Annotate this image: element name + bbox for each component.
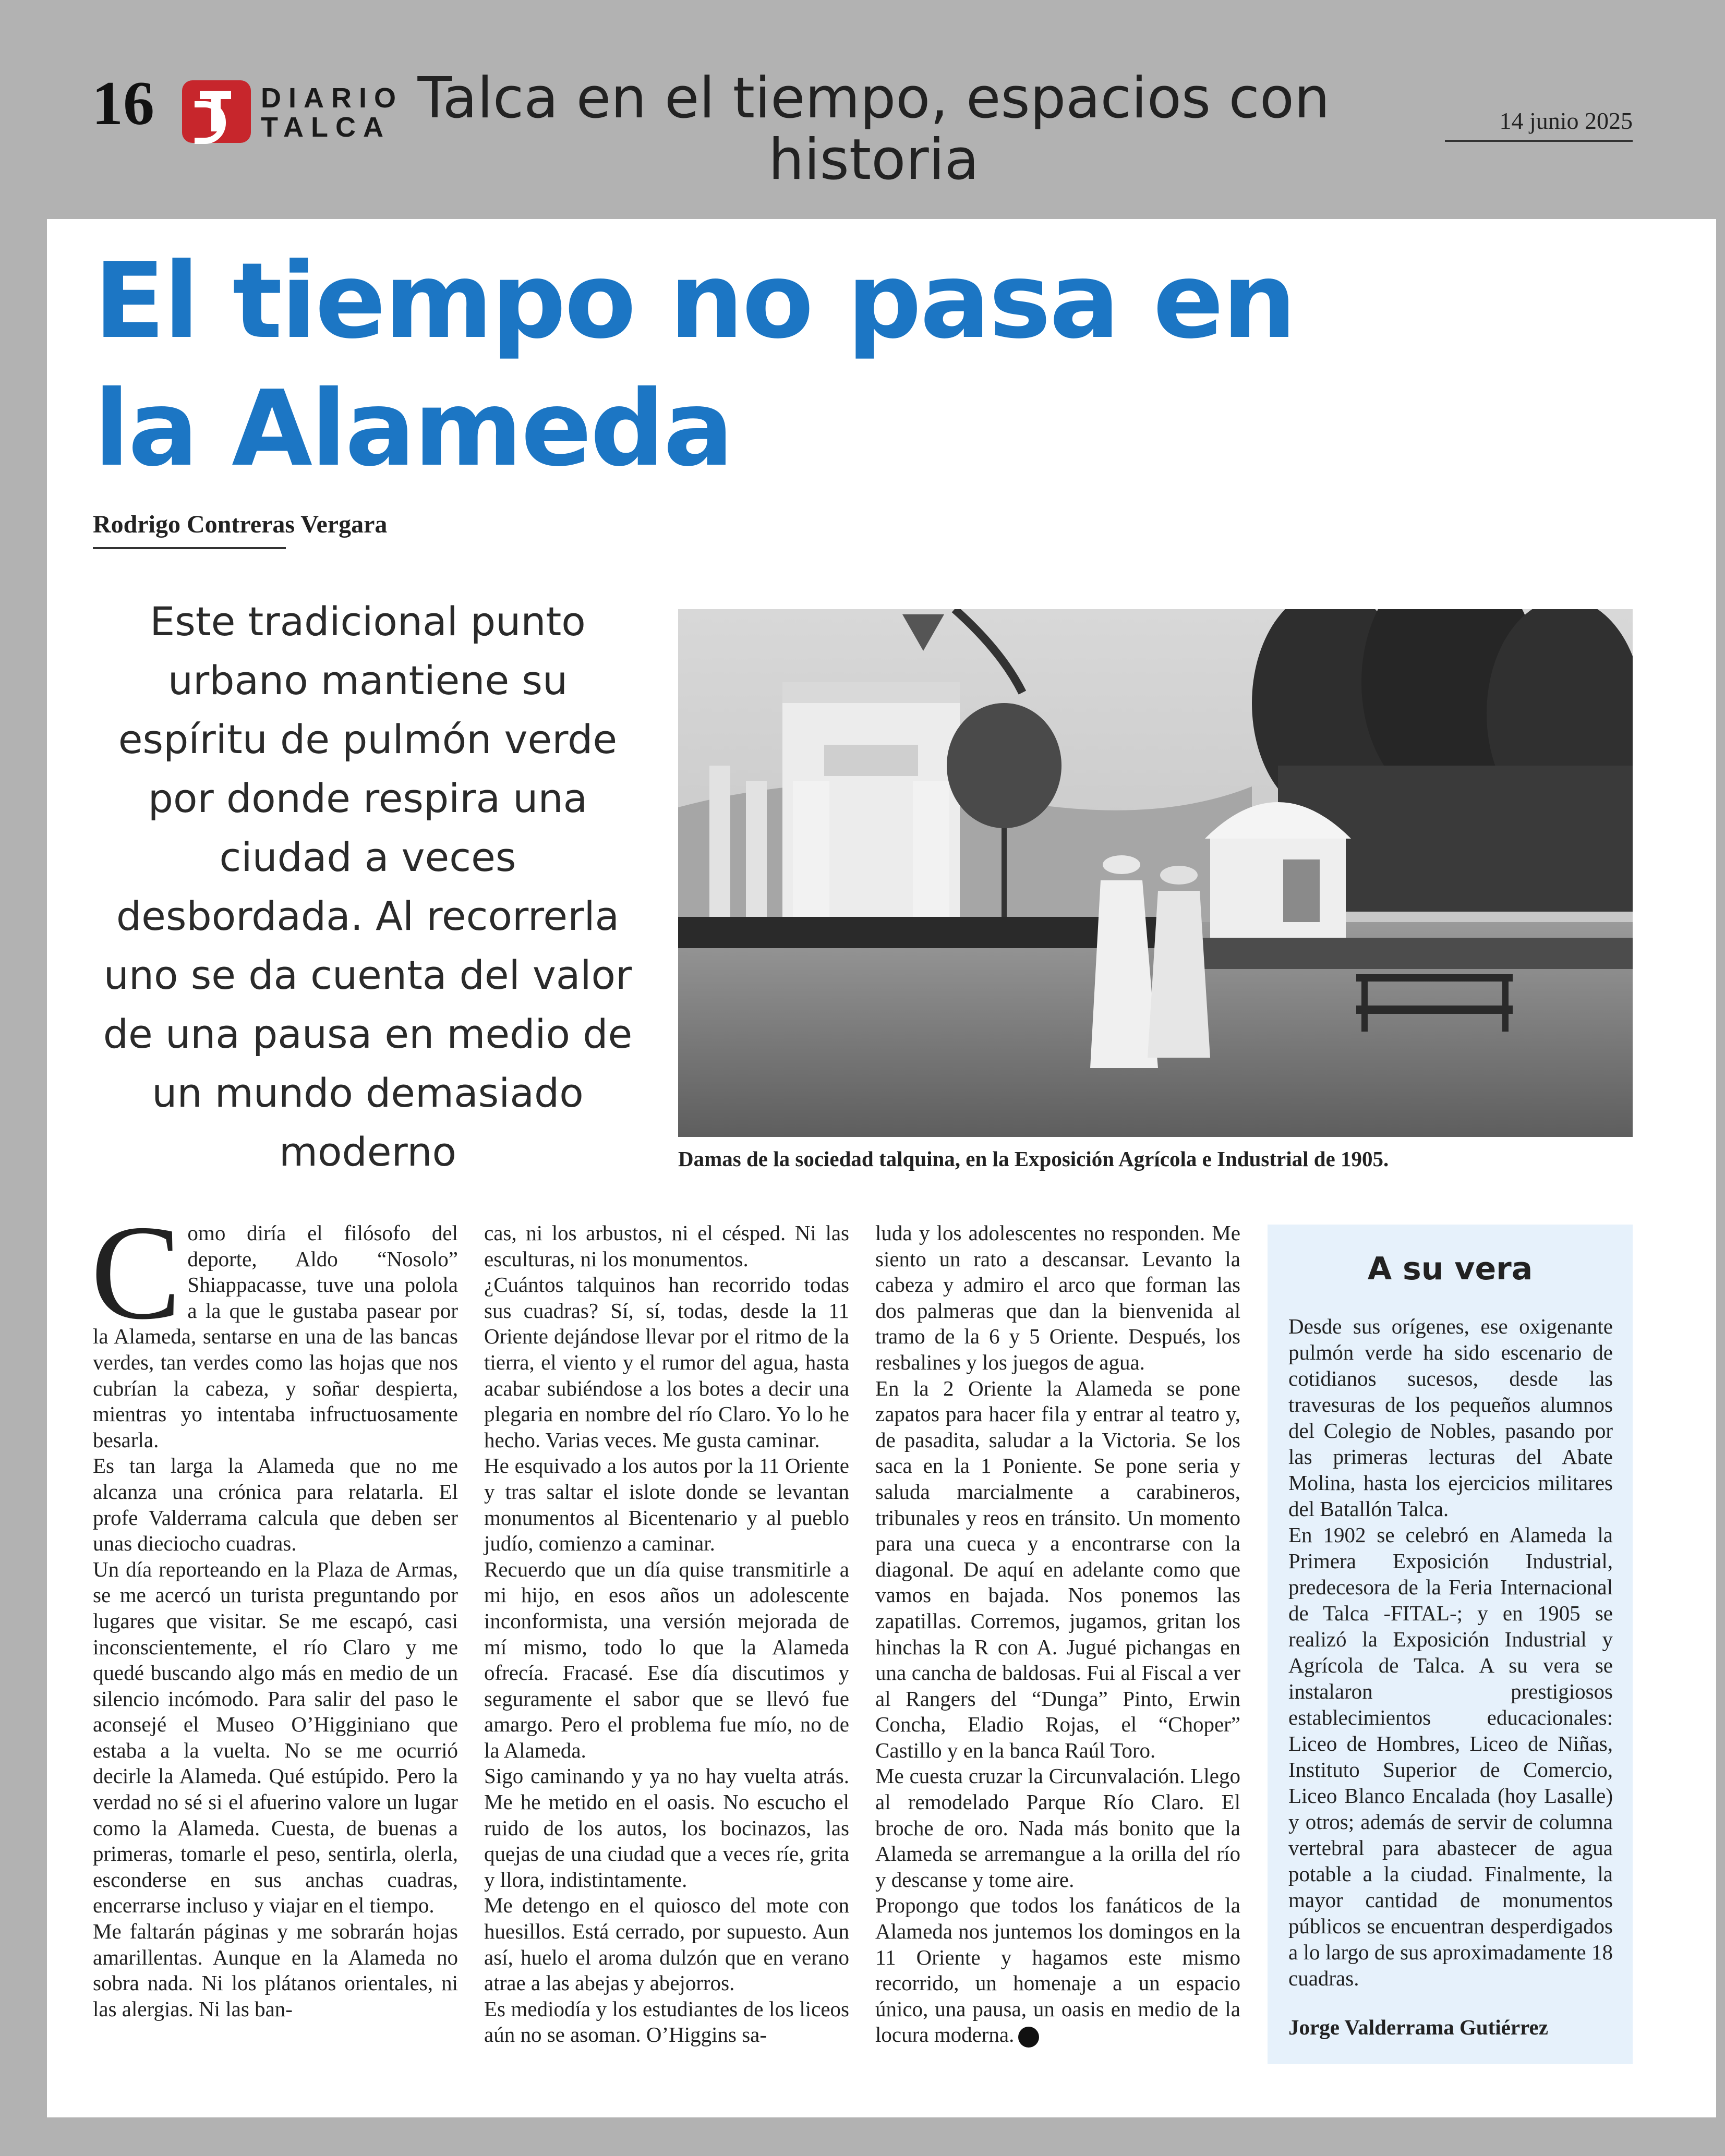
paragraph: Me detengo en el quiosco del mote con huesillos. Está cerrado, por supuesto. Aun así, huelo el aroma dulzón que en verano atrae a las abejas y abejorros.	[484, 1893, 849, 1995]
paragraph: Sigo caminando y ya no hay vuelta atrás. Me he metido en el oasis. No escucho el ruido de los autos, los bocinazos, las quejas de una ciudad que a veces ríe, grita y llora, indistintamente.	[484, 1764, 849, 1892]
issue-date: 14 junio 2025	[1445, 107, 1633, 142]
paragraph: ¿Cuántos talquinos han recorrido todas sus cuadras? Sí, sí, todas, desde la 11 Oriente dejándose llevar por el ritmo de la tierra, el viento y el rumor del agua, hasta acabar subiéndose a los botes a decir una plegaria en nombre del río Claro. Yo lo he hecho. Varias veces. Me gusta caminar.	[484, 1273, 849, 1452]
logo-text: DIARIO TALCA	[261, 82, 403, 143]
article-column-1	[91, 1197, 458, 2022]
article-column-3	[875, 1220, 1240, 2048]
sidebar-title: A su vera	[1367, 1251, 1533, 1287]
article-column-2	[484, 1220, 849, 2048]
section-title: Talca en el tiempo, espacios con historia	[417, 66, 1330, 192]
paragraph: omo diría el filósofo del deporte, Aldo “Nosolo” Shiappacasse, tuve una polola a la que le gustaba pasear por la Alameda, sentarse en una de las bancas verdes, tan verdes como las hojas que nos cubrían la cabeza, y soñar despierta, mientras yo intentaba infructuosamente besarla.	[93, 1221, 458, 1452]
paragraph: Recuerdo que un día quise transmitirle a mi hijo, en esos años un adolescente inconformista, una versión mejorada de mí mismo, todo lo que la Alameda ofrecía. Fracasé. Ese día discutimos y seguramente el sabor que se llevó fue amargo. Pero el problema fue mío, no de la Alameda.	[484, 1557, 849, 1762]
sidebar-body	[1288, 1313, 1613, 1991]
end-mark-icon	[1018, 2027, 1039, 2048]
byline: Rodrigo Contreras Vergara	[93, 510, 286, 549]
page-number: 16	[92, 68, 154, 138]
paragraph: cas, ni los arbustos, ni el césped. Ni las esculturas, ni los monumentos.	[484, 1221, 849, 1271]
dek: Este tradicional punto urbano mantiene su espíritu de pulmón verde por donde respira una ciudad a veces desbordada. Al recorrerla uno se da cuenta del valor de una pausa en medio de un mundo demasiado moderno	[103, 598, 633, 1175]
paragraph: He esquivado a los autos por la 11 Oriente y tras saltar el islote donde se levantan monumentos al Bicentenario y al pueblo judío, comienzo a caminar.	[484, 1454, 849, 1556]
drop-cap: C	[91, 1197, 182, 1348]
sidebar-box	[1268, 1225, 1633, 2064]
paragraph: luda y los adolescentes no responden. Me siento un rato a descansar. Levanto la cabeza y admiro el arco que forman las dos palmeras que dan la bienvenida al tramo de la 6 y 5 Oriente. Después, los resbalines y los juegos de agua.	[875, 1221, 1240, 1374]
sidebar-paragraph: Desde sus orígenes, ese oxigenante pulmón verde ha sido escenario de cotidianos sucesos, desde las travesuras de los pequeños alumnos del Colegio de Nobles, pasando por las primeras lecturas del Abate Molina, hasta los ejercicios militares del Batallón Talca.	[1288, 1314, 1613, 1521]
paragraph: En la 2 Oriente la Alameda se pone zapatos para hacer fila y entrar al teatro y, de pasadita, saludar a la Victoria. Se los saca en la 1 Poniente. Se pone seria y saluda marcialmente a carabineros, tribunales y reos en tránsito. Un momento para una cueca y a encontrarse con la diagonal. De aquí en adelante como que vamos en bajada. Nos ponemos las zapatillas. Corremos, jugamos, gritan los hinchas la R con A. Jugué pichangas en una cancha de baldosas. Fui al Fiscal a ver al Rangers del “Dunga” Pinto, Erwin Concha, Eladio Rojas, el “Choper” Castillo y en la banca Raúl Toro.	[875, 1376, 1240, 1762]
historical-photo	[678, 609, 1633, 1137]
diario-talca-logo-icon	[182, 80, 251, 143]
headline: El tiempo no pasa en la Alameda	[94, 240, 1295, 490]
paragraph: Me faltarán páginas y me sobrarán hojas amarillentas. Aunque en la Alameda no sobra nada. Ni los plátanos orientales, ni las alergias. Ni las ban-	[93, 1919, 458, 2021]
photo-caption: Damas de la sociedad talquina, en la Exposición Agrícola e Industrial de 1905.	[678, 1147, 1389, 1171]
paragraph-text: Propongo que todos los fanáticos de la Alameda nos juntemos los domingos en la 11 Oriente y hagamos este mismo recorrido, un homenaje a un espacio único, una pausa, un oasis en medio de la locura moderna.	[875, 1893, 1240, 2047]
last-paragraph	[875, 1893, 1240, 2048]
photo-illustration	[678, 609, 1633, 1137]
paragraph: Es tan larga la Alameda que no me alcanza una crónica para relatarla. El profe Valderrama calcula que deben ser unas dieciocho cuadras.	[93, 1454, 458, 1556]
paragraph: Me cuesta cruzar la Circunvalación. Llego al remodelado Parque Río Claro. El broche de oro. Nada más bonito que la Alameda se arremangue a la orilla del río y descanse y tome aire.	[875, 1764, 1240, 1892]
sidebar-paragraph: En 1902 se celebró en Alameda la Primera Exposición Industrial, predecesora de la Feria Internacional de Talca -FITAL-; y en 1905 se realizó la Exposición Industrial y Agrícola de Talca. A su vera se instalaron prestigiosos establecimientos educacionales: Liceo de Hombres, Liceo de Niñas, Instituto Superior de Comercio, Liceo Blanco Encalada (hoy Lasalle) y otros; además de servir de columna vertebral para abastecer de agua potable a la ciudad. Finalmente, la mayor cantidad de monumentos públicos se encuentran desperdigados a lo largo de sus aproximadamente 18 cuadras.	[1288, 1523, 1613, 1990]
paragraph: Un día reporteando en la Plaza de Armas, se me acercó un turista preguntando por lugares que visitar. Se me escapó, casi inconscientemente, el río Claro y me quedé buscando algo más en medio de un silencio incómodo. Para salir del paso le aconsejé el Museo O’Higginiano que estaba a la vuelta. No se me ocurrió decirle la Alameda. Qué estúpido. Pero la verdad no sé si el afuerino valore un lugar como la Alameda. Cuesta, de buenas a primeras, tomarle el peso, sentirla, olerla, esconderse en sus anchas cuadras, encerrarse incluso y viajar en el tiempo.	[93, 1557, 458, 1918]
paragraph: Es mediodía y los estudiantes de los liceos aún no se asoman. O’Higgins sa-	[484, 1996, 849, 2047]
sidebar-author: Jorge Valderrama Gutiérrez	[1288, 2015, 1548, 2039]
